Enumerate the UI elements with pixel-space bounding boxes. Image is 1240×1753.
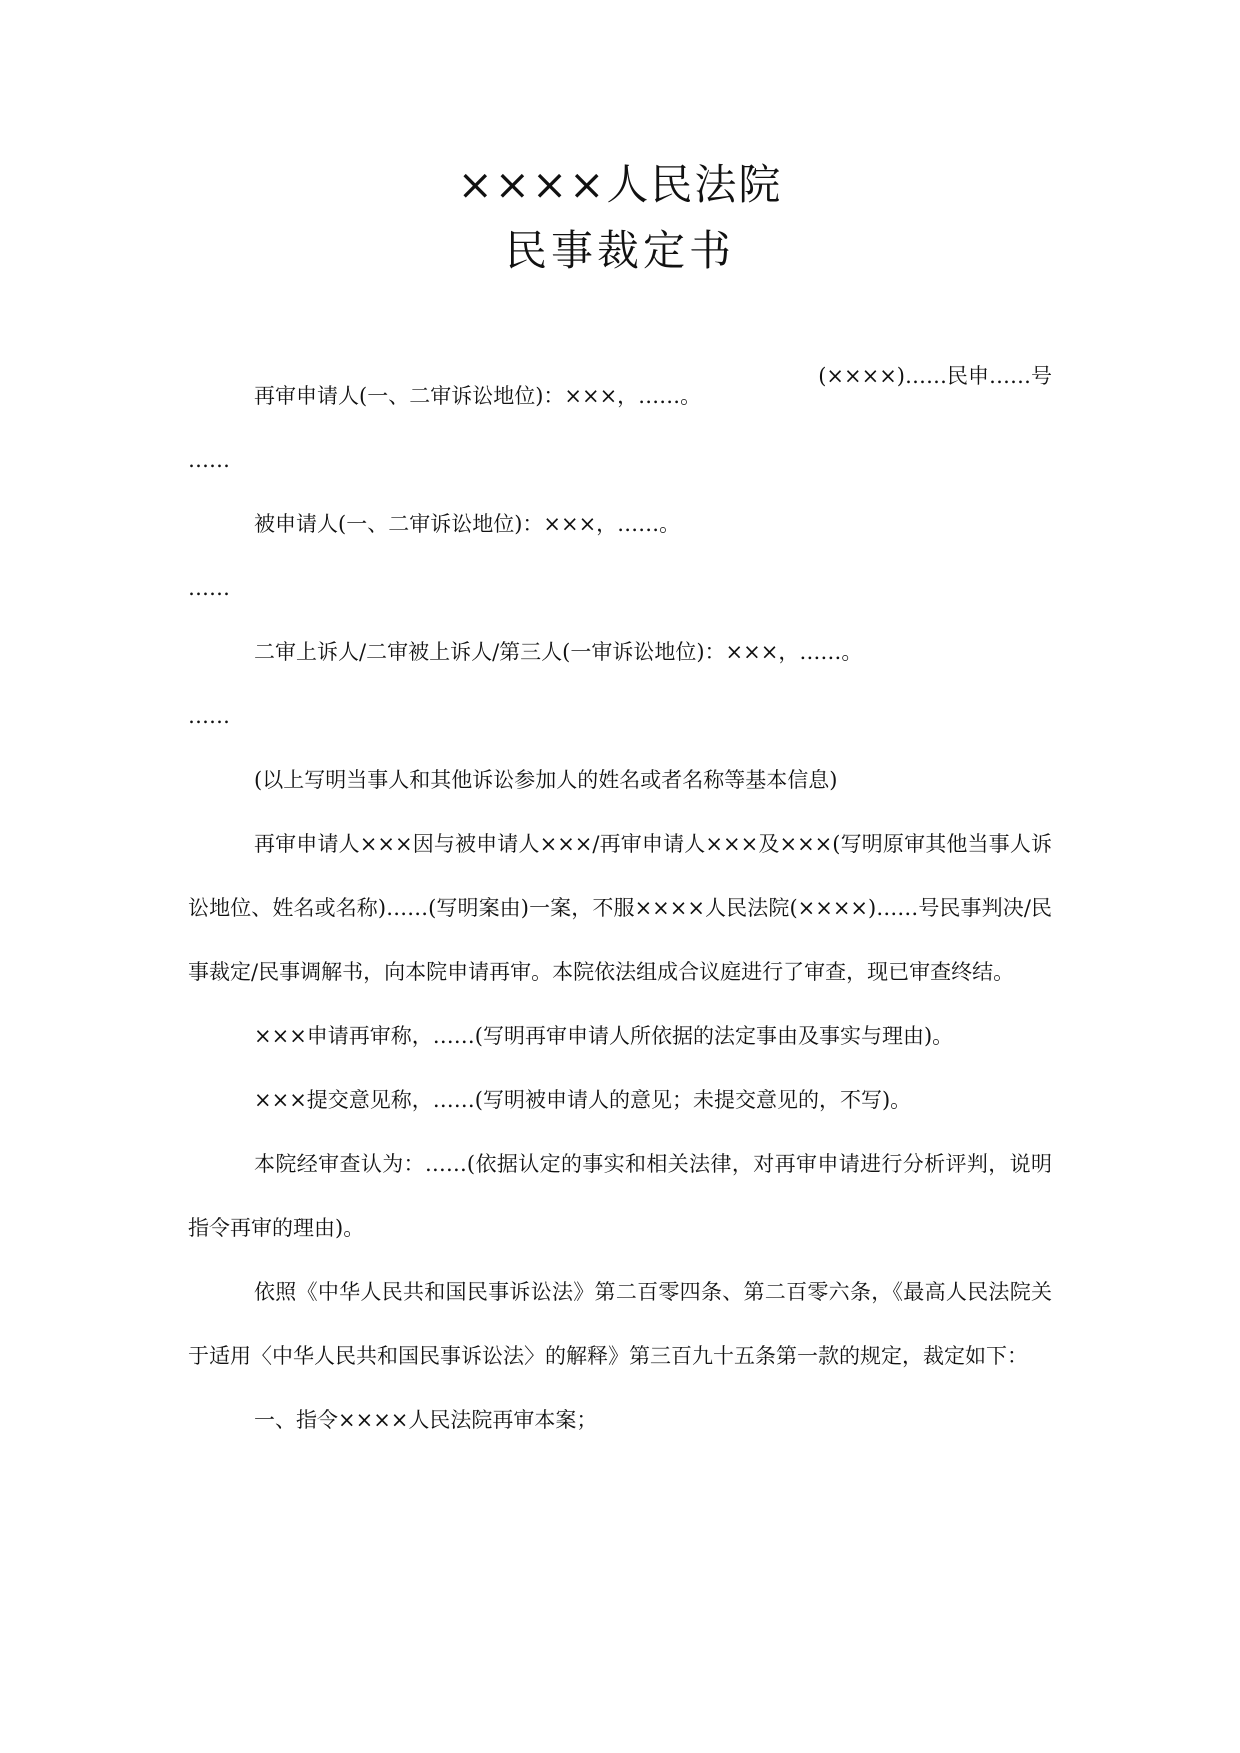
document-type-title: 民事裁定书 (504, 226, 735, 275)
respondent-opinion-paragraph: ×××提交意见称，……(写明被申请人的意见；未提交意见的，不写)。 (254, 1088, 912, 1112)
court-review-paragraph: 本院经审查认为：……(依据认定的事实和相关法律，对再审申请进行分析评判，说明指令再审的理由)。 (188, 1152, 1052, 1240)
ellipsis-line: …… (188, 448, 230, 472)
petitioner-line: 再审申请人(一、二审诉讼地位)：×××，……。 (254, 384, 702, 408)
parties-note: (以上写明当事人和其他诉讼参加人的姓名或者名称等基本信息) (254, 768, 838, 792)
case-number: (××××)……民申……号 (818, 364, 1052, 388)
other-party-line: 二审上诉人/二审被上诉人/第三人(一审诉讼地位)：×××，……。 (254, 640, 863, 664)
ruling-item-1: 一、指令××××人民法院再审本案； (254, 1408, 598, 1432)
case-background-paragraph: 再审申请人×××因与被申请人×××/再审申请人×××及×××(写明原审其他当事人诉讼地位、姓名或名称)……(写明案由)一案，不服××××人民法院(××××)……号民事判决/民事裁定/民事调解书，向本院申请再审。本院依法组成合议庭进行了审查，现已审查终结。 (188, 832, 1052, 984)
respondent-line: 被申请人(一、二审诉讼地位)：×××，……。 (254, 512, 681, 536)
ellipsis-line: …… (188, 704, 230, 728)
court-name-title: ××××人民法院 (457, 160, 783, 209)
petition-claims-paragraph: ×××申请再审称，……(写明再审申请人所依据的法定事由及事实与理由)。 (254, 1024, 954, 1048)
ellipsis-line: …… (188, 576, 230, 600)
legal-basis-paragraph: 依照《中华人民共和国民事诉讼法》第二百零四条、第二百零六条，《最高人民法院关于适用〈中华人民共和国民事诉讼法〉的解释》第三百九十五条第一款的规定，裁定如下： (188, 1280, 1052, 1368)
document-body (188, 364, 1052, 1452)
